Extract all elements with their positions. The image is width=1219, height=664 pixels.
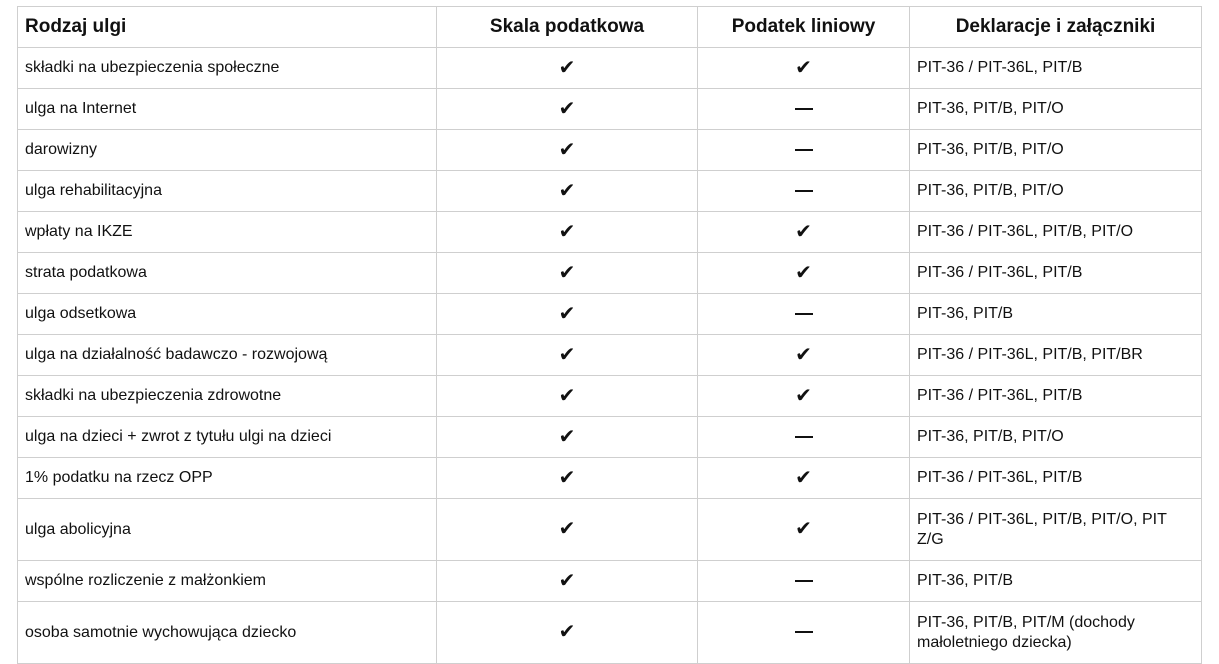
tax-scale-cell — [437, 376, 698, 417]
check-mark-icon: ✔ — [795, 54, 812, 79]
check-mark-icon: ✔ — [795, 218, 812, 243]
forms-text: PIT-36 / PIT-36L, PIT/B, PIT/BR — [917, 346, 1143, 363]
table-row — [18, 130, 1202, 171]
table-row — [18, 417, 1202, 458]
check-mark-icon: ✔ — [558, 177, 576, 202]
dash-icon — [795, 190, 813, 192]
tax-scale-cell — [437, 89, 698, 130]
forms-cell — [910, 376, 1202, 417]
forms-cell — [910, 602, 1202, 664]
check-mark-icon: ✔ — [558, 464, 576, 489]
table-row — [18, 335, 1202, 376]
header-tax-scale: Skala podatkowa — [437, 7, 698, 48]
check-mark-icon: ✔ — [795, 259, 812, 284]
forms-cell — [910, 335, 1202, 376]
check-mark-icon: ✔ — [558, 218, 576, 243]
relief-type-cell: osoba samotnie wychowująca dziecko — [18, 602, 437, 664]
table-row — [18, 294, 1202, 335]
flat-tax-cell — [698, 499, 910, 561]
forms-cell — [910, 417, 1202, 458]
forms-text: PIT-36 / PIT-36L, PIT/B — [917, 59, 1083, 76]
forms-text: PIT-36, PIT/B, PIT/M (dochody małoletniego dziecka) — [917, 613, 1135, 651]
forms-cell — [910, 253, 1202, 294]
tax-scale-cell — [437, 253, 698, 294]
relief-type-cell: wpłaty na IKZE — [18, 212, 437, 253]
dash-icon — [795, 313, 813, 315]
table-body — [18, 48, 1202, 664]
relief-type-cell: ulga odsetkowa — [18, 294, 437, 335]
forms-cell — [910, 171, 1202, 212]
dash-icon — [795, 108, 813, 110]
relief-type-cell: ulga abolicyjna — [18, 499, 437, 561]
forms-text: PIT-36 / PIT-36L, PIT/B — [917, 469, 1083, 486]
relief-type-cell: darowizny — [18, 130, 437, 171]
check-mark-icon: ✔ — [558, 259, 576, 284]
check-mark-icon: ✔ — [795, 516, 812, 540]
forms-cell — [910, 48, 1202, 89]
tax-relief-table — [17, 6, 1202, 664]
relief-type-cell: 1% podatku na rzecz OPP — [18, 458, 437, 499]
table-row — [18, 458, 1202, 499]
table-header-row — [18, 7, 1202, 48]
forms-text: PIT-36, PIT/B, PIT/O — [917, 141, 1064, 158]
table-row — [18, 376, 1202, 417]
flat-tax-cell — [698, 48, 910, 89]
check-mark-icon: ✔ — [558, 300, 576, 325]
forms-cell — [910, 89, 1202, 130]
tax-scale-cell — [437, 294, 698, 335]
dash-icon — [795, 580, 813, 582]
table-row — [18, 253, 1202, 294]
flat-tax-cell — [698, 561, 910, 602]
table-row — [18, 499, 1202, 561]
flat-tax-cell — [698, 458, 910, 499]
tax-scale-cell — [437, 335, 698, 376]
relief-type-cell: ulga na Internet — [18, 89, 437, 130]
forms-text: PIT-36, PIT/B — [917, 572, 1014, 589]
tax-scale-cell — [437, 212, 698, 253]
table-row — [18, 561, 1202, 602]
dash-icon — [795, 436, 813, 438]
forms-cell — [910, 130, 1202, 171]
forms-cell — [910, 499, 1202, 561]
relief-type-cell: ulga na dzieci + zwrot z tytułu ulgi na dzieci — [18, 417, 437, 458]
relief-type-cell: wspólne rozliczenie z małżonkiem — [18, 561, 437, 602]
forms-text: PIT-36 / PIT-36L, PIT/B, PIT/O — [917, 223, 1134, 240]
tax-scale-cell — [437, 171, 698, 212]
check-mark-icon: ✔ — [795, 341, 812, 366]
flat-tax-cell — [698, 294, 910, 335]
relief-type-cell: składki na ubezpieczenia społeczne — [18, 48, 437, 89]
tax-relief-table-container — [17, 6, 1201, 664]
forms-text: PIT-36, PIT/B, PIT/O — [917, 182, 1064, 199]
relief-type-cell: ulga na działalność badawczo - rozwojową — [18, 335, 437, 376]
table-row — [18, 212, 1202, 253]
check-mark-icon: ✔ — [795, 464, 812, 489]
header-forms: Deklaracje i załączniki — [910, 7, 1202, 48]
tax-scale-cell — [437, 561, 698, 602]
flat-tax-cell — [698, 212, 910, 253]
check-mark-icon: ✔ — [558, 136, 576, 161]
forms-text: PIT-36, PIT/B, PIT/O — [917, 428, 1064, 445]
flat-tax-cell — [698, 417, 910, 458]
dash-icon — [795, 149, 813, 151]
forms-text: PIT-36, PIT/B — [917, 305, 1014, 322]
flat-tax-cell — [698, 89, 910, 130]
check-mark-icon: ✔ — [558, 516, 576, 540]
tax-scale-cell — [437, 458, 698, 499]
header-relief-type: Rodzaj ulgi — [18, 7, 437, 48]
flat-tax-cell — [698, 376, 910, 417]
check-mark-icon: ✔ — [795, 382, 812, 407]
forms-cell — [910, 212, 1202, 253]
check-mark-icon: ✔ — [558, 423, 576, 448]
forms-text: PIT-36 / PIT-36L, PIT/B — [917, 387, 1083, 404]
check-mark-icon: ✔ — [558, 619, 576, 643]
relief-type-cell: ulga rehabilitacyjna — [18, 171, 437, 212]
check-mark-icon: ✔ — [558, 341, 576, 366]
forms-text: PIT-36 / PIT-36L, PIT/B — [917, 264, 1083, 281]
tax-scale-cell — [437, 48, 698, 89]
tax-scale-cell — [437, 602, 698, 664]
forms-cell — [910, 294, 1202, 335]
table-row — [18, 48, 1202, 89]
flat-tax-cell — [698, 253, 910, 294]
header-flat-tax: Podatek liniowy — [698, 7, 910, 48]
tax-scale-cell — [437, 499, 698, 561]
tax-scale-cell — [437, 417, 698, 458]
flat-tax-cell — [698, 602, 910, 664]
check-mark-icon: ✔ — [558, 95, 576, 120]
forms-text: PIT-36 / PIT-36L, PIT/B, PIT/O, PIT Z/G — [917, 510, 1167, 548]
dash-icon — [795, 631, 813, 633]
table-row — [18, 89, 1202, 130]
flat-tax-cell — [698, 130, 910, 171]
check-mark-icon: ✔ — [558, 567, 576, 592]
tax-scale-cell — [437, 130, 698, 171]
flat-tax-cell — [698, 171, 910, 212]
table-row — [18, 171, 1202, 212]
forms-cell — [910, 561, 1202, 602]
check-mark-icon: ✔ — [558, 382, 576, 407]
check-mark-icon: ✔ — [558, 54, 576, 79]
forms-cell — [910, 458, 1202, 499]
relief-type-cell: strata podatkowa — [18, 253, 437, 294]
forms-text: PIT-36, PIT/B, PIT/O — [917, 100, 1064, 117]
flat-tax-cell — [698, 335, 910, 376]
table-row — [18, 602, 1202, 664]
relief-type-cell: składki na ubezpieczenia zdrowotne — [18, 376, 437, 417]
